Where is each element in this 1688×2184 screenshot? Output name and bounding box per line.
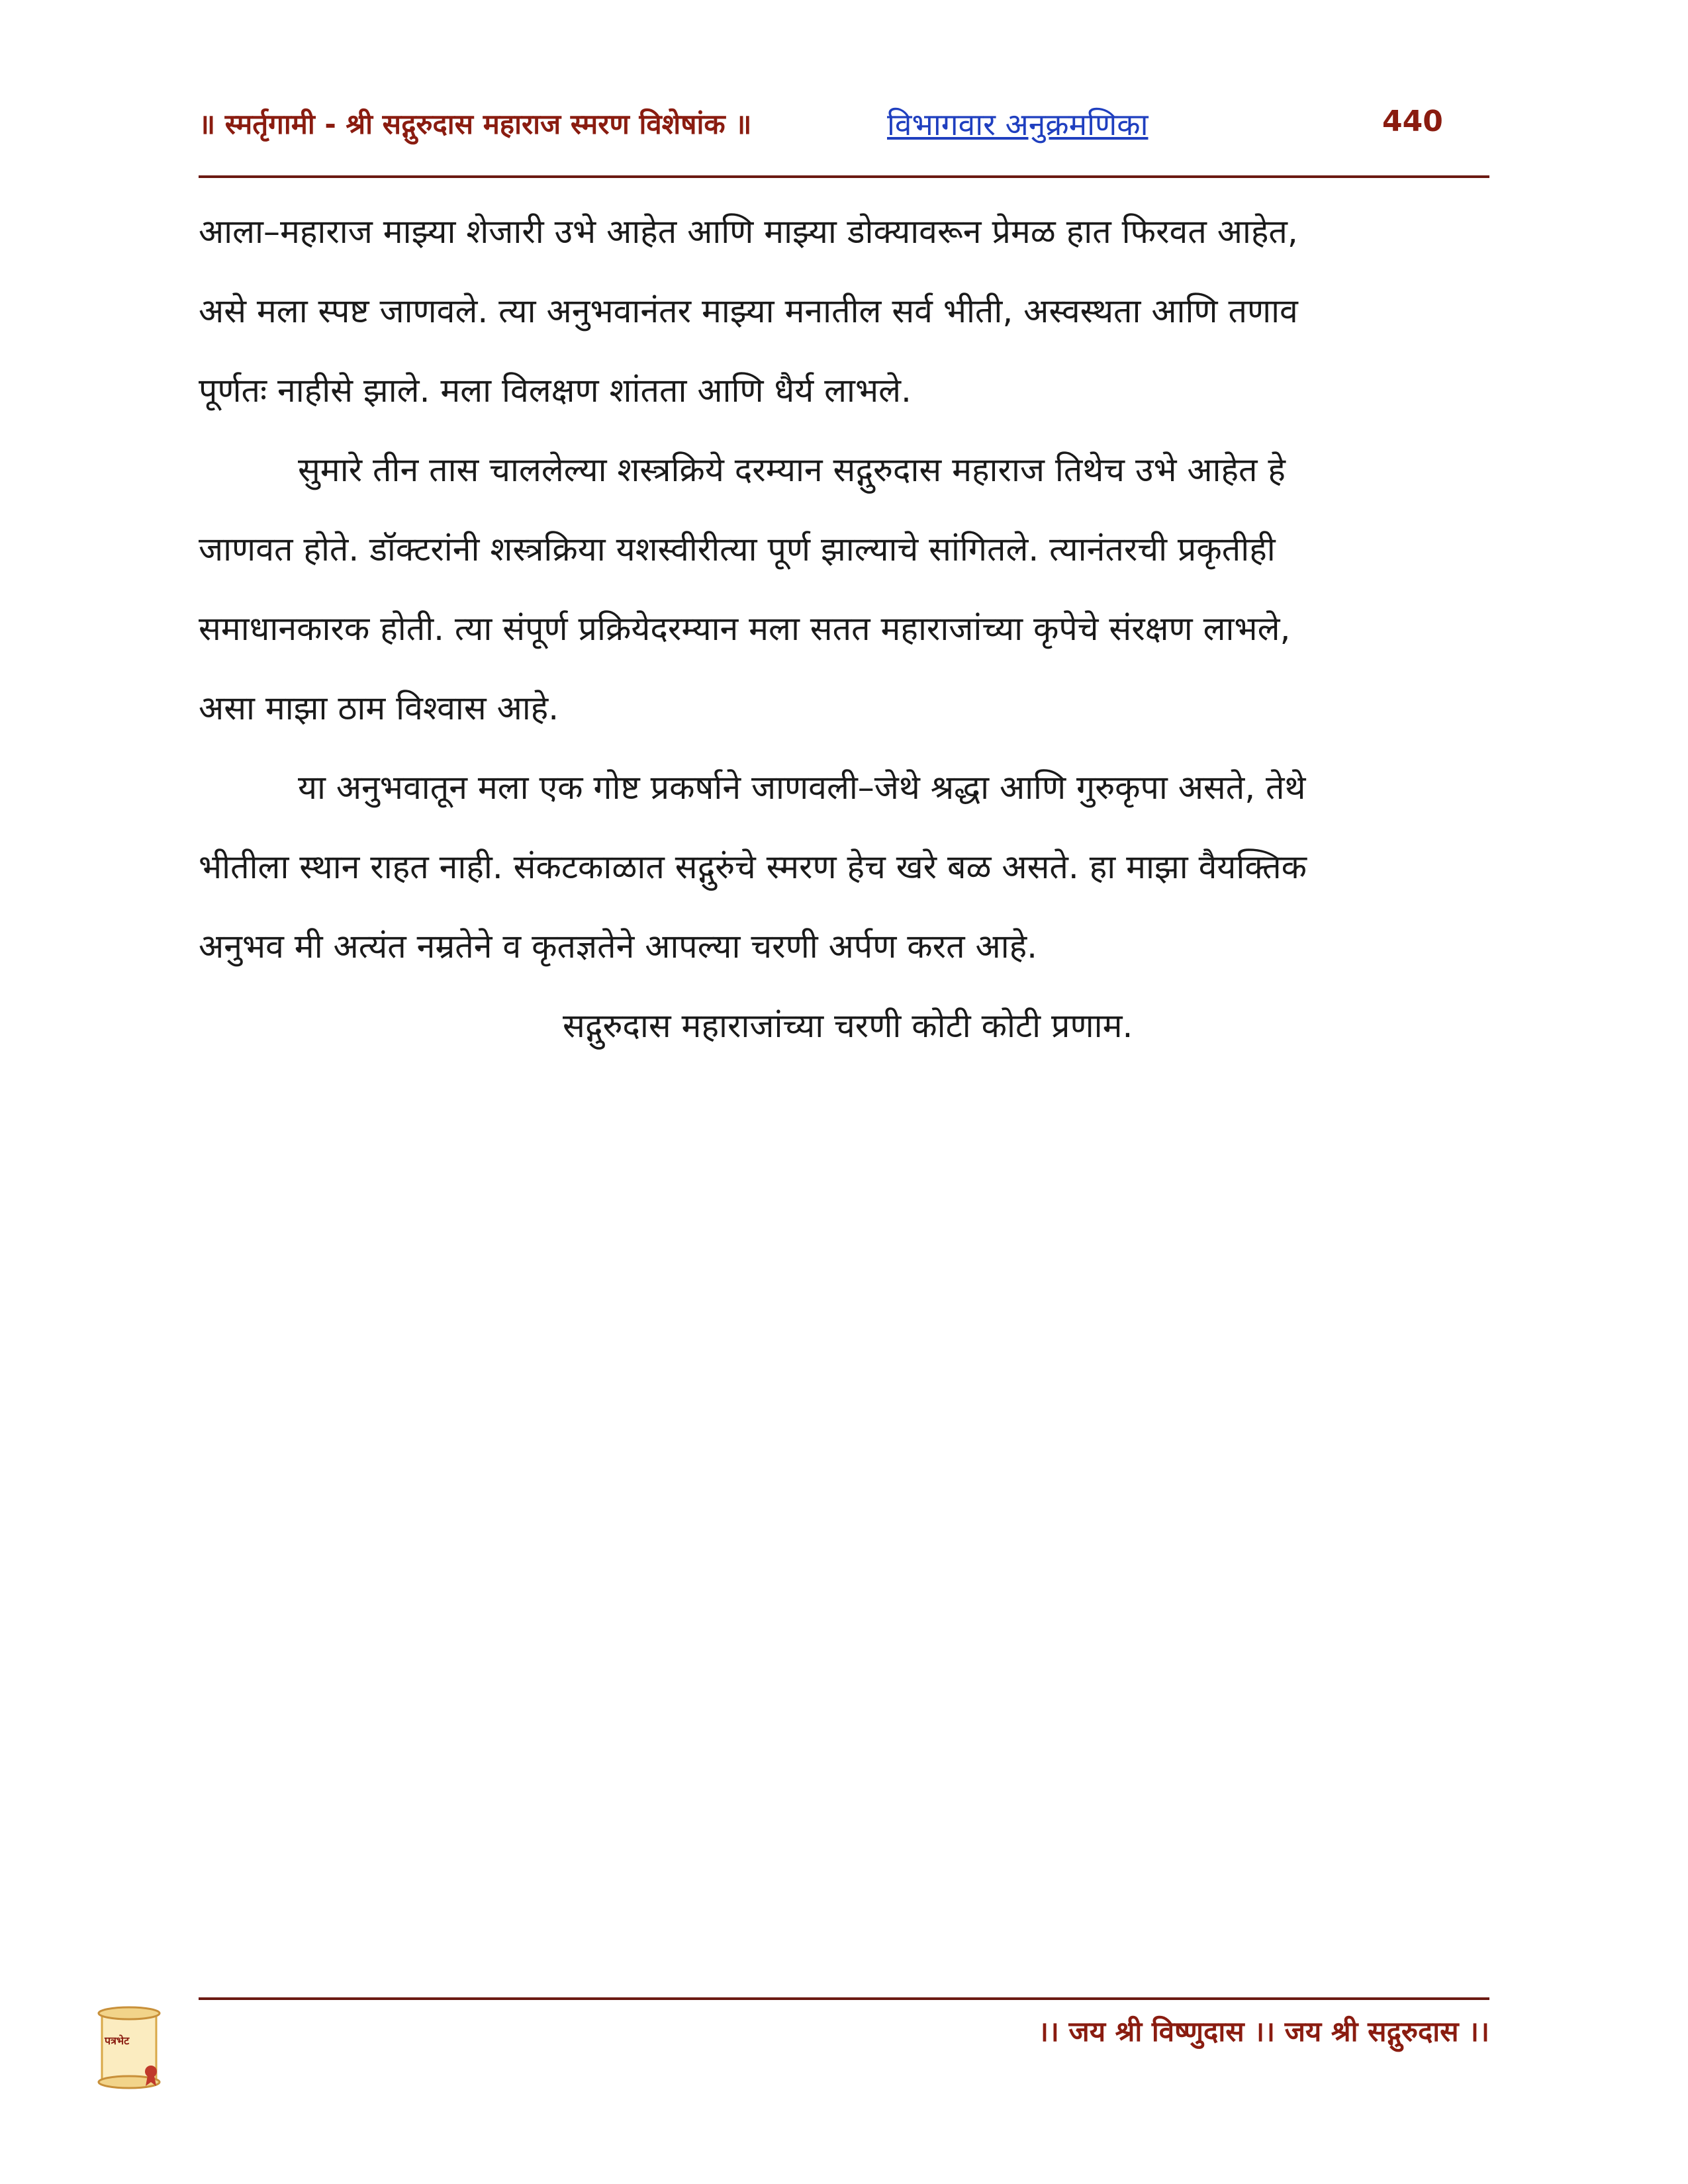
page-header	[199, 99, 1489, 152]
header-title: ॥ स्मर्तृगामी - श्री सद्गुरुदास महाराज स्मरण विशेषांक ॥	[199, 108, 752, 140]
body-line: असा माझा ठाम विश्वास आहे.	[199, 689, 559, 727]
body-line: या अनुभवातून मला एक गोष्ट प्रकर्षाने जाणवली–जेथे श्रद्धा आणि गुरुकृपा असते, तेथे	[298, 768, 1306, 807]
footer-divider	[199, 1997, 1489, 2000]
scroll-icon	[93, 2005, 165, 2091]
body-line: जाणवत होते. डॉक्टरांनी शस्त्रक्रिया यशस्वीरीत्या पूर्ण झाल्याचे सांगितले. त्यानंतरची प्रकृतीही	[199, 530, 1276, 569]
closing-line: सद्गुरुदास महाराजांच्या चरणी कोटी कोटी प्रणाम.	[563, 1007, 1133, 1045]
logo-label: पत्रभेट	[105, 2034, 130, 2047]
body-line: असे मला स्पष्ट जाणवले. त्या अनुभवानंतर माझ्या मनातील सर्व भीती, अस्वस्थता आणि तणाव	[199, 292, 1298, 330]
body-line: समाधानकारक होती. त्या संपूर्ण प्रक्रियेदरम्यान मला सतत महाराजांच्या कृपेचे संरक्षण लाभले,	[199, 610, 1291, 648]
header-divider	[199, 175, 1489, 178]
page-number: 440	[1382, 105, 1443, 138]
scroll-graphic	[93, 2005, 165, 2091]
body-line: पूर्णतः नाहीसे झाले. मला विलक्षण शांतता आणि धैर्य लाभले.	[199, 371, 912, 410]
footer-text: ।। जय श्री विष्णुदास ।। जय श्री सद्गुरुदास ।।	[1038, 2015, 1489, 2048]
article-body	[199, 192, 1489, 1066]
index-link[interactable]: विभागवार अनुक्रमणिका	[887, 107, 1149, 142]
body-line: अनुभव मी अत्यंत नम्रतेने व कृतज्ञतेने आपल्या चरणी अर्पण करत आहे.	[199, 927, 1038, 966]
body-line: सुमारे तीन तास चाललेल्या शस्त्रक्रिये दरम्यान सद्गुरुदास महाराज तिथेच उभे आहेत हे	[298, 451, 1286, 489]
body-line: आला–महाराज माझ्या शेजारी उभे आहेत आणि माझ्या डोक्यावरून प्रेमळ हात फिरवत आहेत,	[199, 212, 1298, 251]
body-line: भीतीला स्थान राहत नाही. संकटकाळात सद्गुरुंचे स्मरण हेच खरे बळ असते. हा माझा वैयक्तिक	[199, 848, 1307, 886]
